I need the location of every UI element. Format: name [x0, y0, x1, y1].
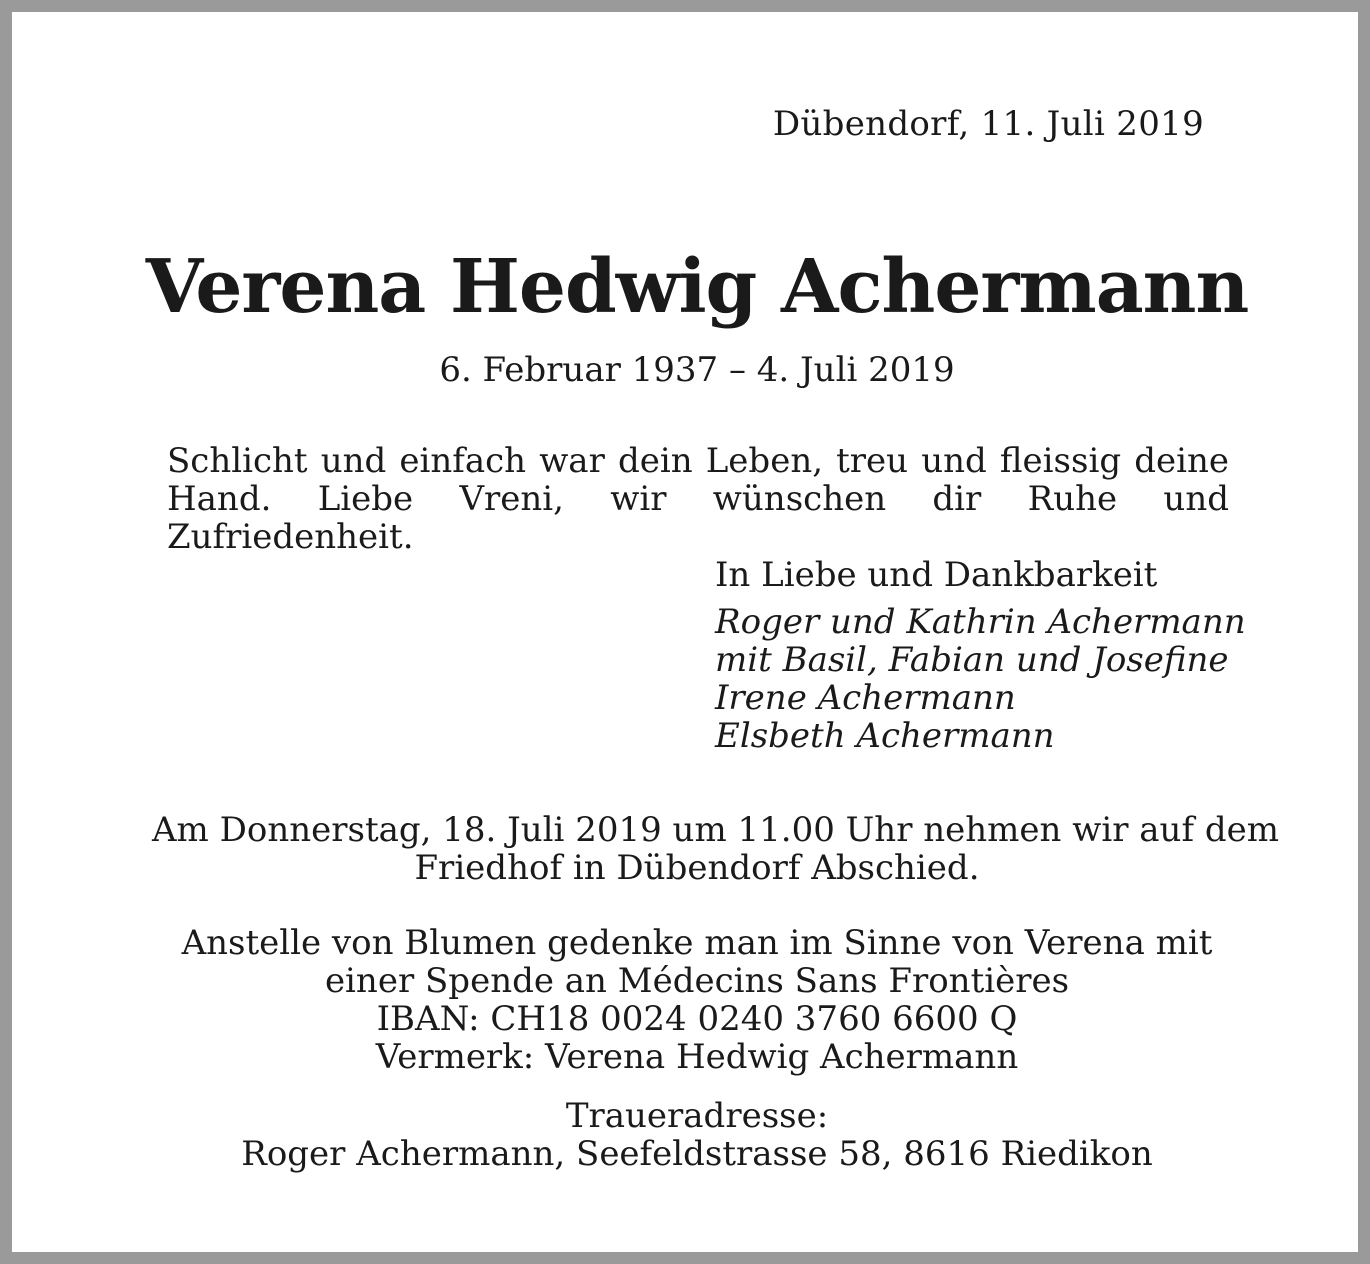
iban-line: IBAN: CH18 0024 0240 3760 6600 Q	[376, 999, 1018, 1039]
ceremony-info	[152, 810, 1279, 888]
address-label: Traueradresse:	[565, 1096, 829, 1136]
mourner-line: mit Basil, Fabian und Josefine	[715, 640, 1229, 680]
mourner-line: Irene Achermann	[715, 678, 1016, 718]
donation-line: Anstelle von Blumen gedenke man im Sinne von Verena mit	[181, 923, 1213, 963]
reference-line: Vermerk: Verena Hedwig Achermann	[375, 1037, 1019, 1077]
donation-line: einer Spende an Médecins Sans Frontières	[324, 961, 1070, 1001]
ceremony-line: Friedhof in Dübendorf Abschied.	[414, 848, 980, 888]
memorial-verse: Schlicht und einfach war dein Leben, treu und fleissig deine Hand. Liebe Vreni, wir wünschen dir Ruhe und Zufriedenheit.	[167, 441, 1229, 557]
ceremony-line: Am Donnerstag, 18. Juli 2019 um 11.00 Uhr nehmen wir auf dem	[152, 810, 1279, 850]
closing-phrase: In Liebe und Dankbarkeit	[715, 555, 1158, 595]
place-and-date: Dübendorf, 11. Juli 2019	[772, 104, 1204, 144]
donation-info	[132, 924, 1262, 1076]
signature-block	[715, 556, 1275, 755]
mourner-line: Roger und Kathrin Achermann	[715, 602, 1246, 642]
mourner-line: Elsbeth Achermann	[715, 716, 1055, 756]
mourning-address	[132, 1097, 1262, 1173]
deceased-name: Verena Hedwig Achermann	[145, 244, 1249, 330]
lifespan-dates: 6. Februar 1937 – 4. Juli 2019	[439, 350, 955, 390]
address-line: Roger Achermann, Seefeldstrasse 58, 8616 Riedikon	[241, 1134, 1153, 1174]
